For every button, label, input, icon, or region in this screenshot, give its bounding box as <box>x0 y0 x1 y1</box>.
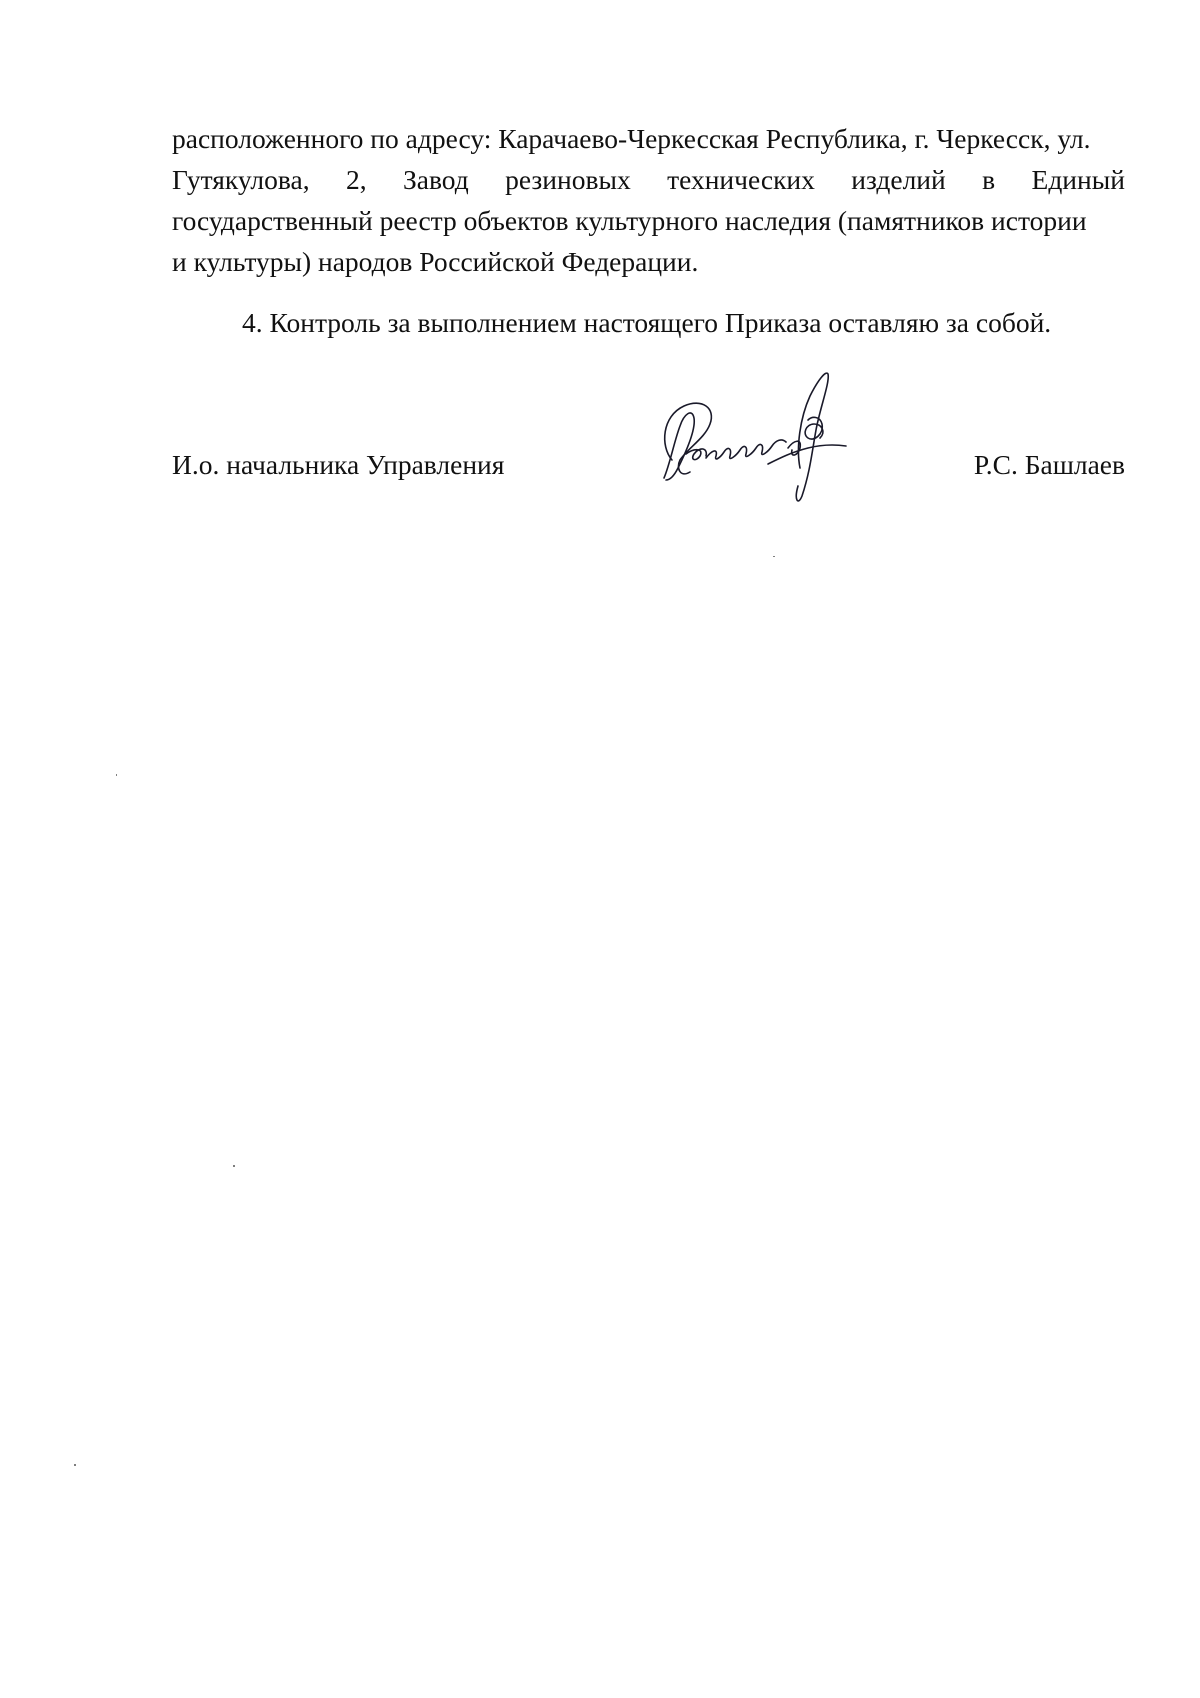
word: резиновых <box>505 164 631 195</box>
word: технических <box>667 164 815 195</box>
word: 2, <box>346 164 367 195</box>
word: Завод <box>403 164 469 195</box>
word: Единый <box>1031 164 1125 195</box>
paragraph-line-4: и культуры) народов Российской Федерации. <box>172 246 699 277</box>
scan-speck <box>74 1464 76 1466</box>
paragraph-line-3: государственный реестр объектов культурного наследия (памятников истории <box>172 205 1087 236</box>
word: изделий <box>851 164 946 195</box>
word: Гутякулова, <box>172 164 310 195</box>
scan-speck <box>116 774 117 776</box>
scan-speck <box>233 1165 235 1167</box>
signatory-position: И.о. начальника Управления <box>172 449 505 480</box>
paragraph-4: 4. Контроль за выполнением настоящего Приказа оставляю за собой. <box>242 307 1052 338</box>
handwritten-signature-icon <box>650 368 870 508</box>
word: в <box>982 164 996 195</box>
signatory-name: Р.С. Башлаев <box>973 449 1125 480</box>
paragraph-3-continuation <box>172 118 1125 282</box>
paragraph-line-1: расположенного по адресу: Карачаево-Черкесская Республика, г. Черкесск, ул. <box>172 123 1091 154</box>
scan-speck <box>773 556 775 557</box>
paragraph-line-2 <box>172 159 1125 200</box>
